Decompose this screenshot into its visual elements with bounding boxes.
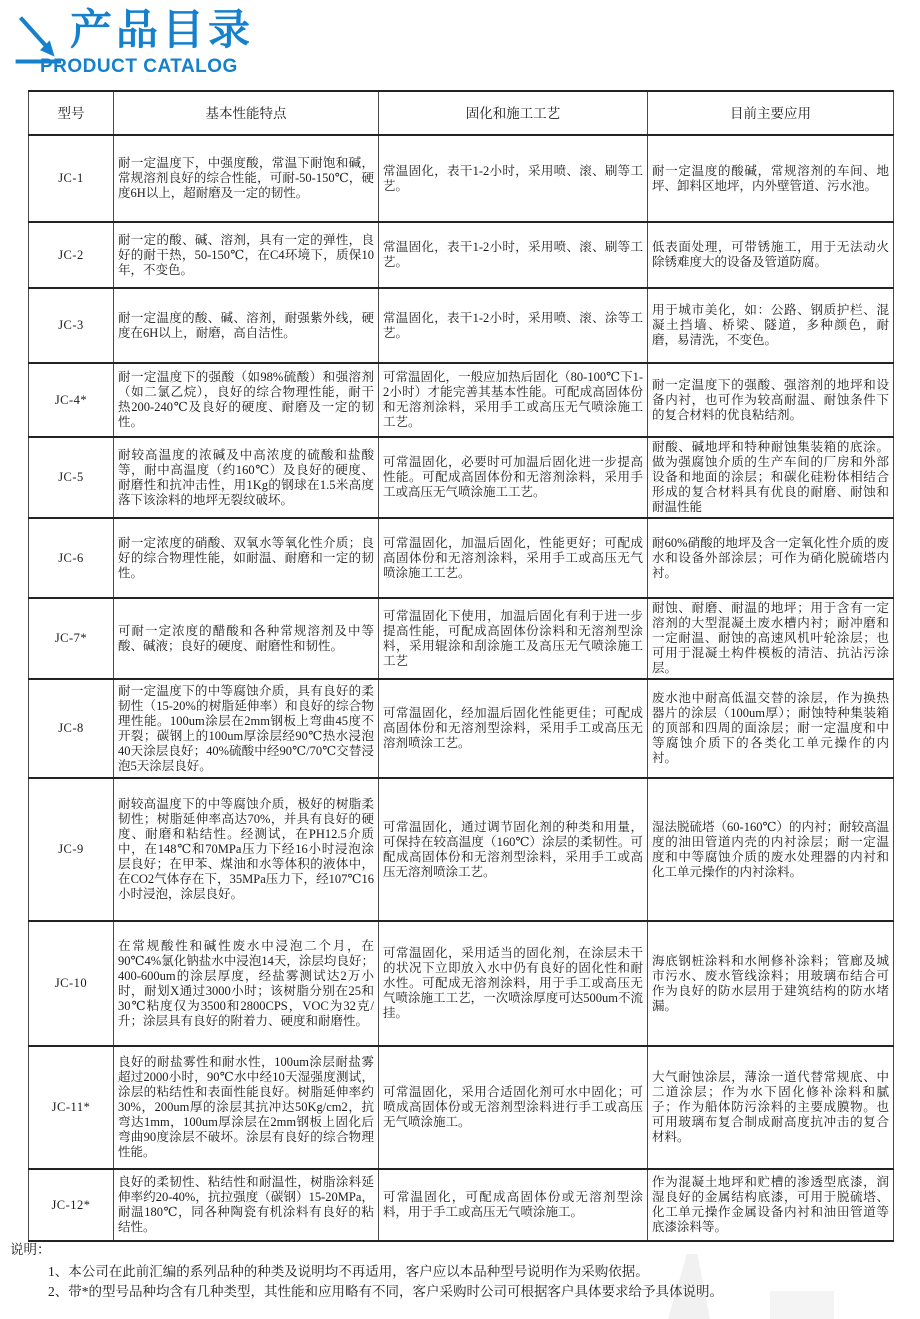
applications-cell: 作为混凝土地坪和贮槽的渗透型底漆，润湿良好的金属结构底漆，可用于脱硫塔、化工单元操作金属设备内衬和油田管道等底漆涂料等。 (648, 1169, 894, 1241)
table-header-row (29, 91, 894, 135)
column-header-applications: 目前主要应用 (648, 91, 894, 135)
features-cell: 耐一定温度下的强酸（如98%硫酸）和强溶剂（如二氯乙烷），良好的综合物理性能，耐干热200-240℃及良好的硬度、耐磨及一定的韧性。 (114, 363, 379, 437)
table-row (29, 598, 894, 679)
process-cell: 可常温固化，采用适当的固化剂，在涂层未干的状况下立即放入水中仍有良好的固化性和耐水性。可配成无溶剂涂料，用于手工或高压无气喷涂施工工艺，一次喷涂厚度可达500um不流挂。 (379, 921, 648, 1046)
table-row (29, 288, 894, 363)
column-header-process: 固化和施工工艺 (379, 91, 648, 135)
page-title: 产品目录 (70, 8, 255, 54)
applications-cell: 耐蚀、耐磨、耐温的地坪；用于含有一定溶剂的大型混凝土废水槽内衬；耐冲磨和一定耐温、耐蚀的高速风机叶轮涂层；也可用于混凝土构件模板的清洁、抗沾污涂层。 (648, 598, 894, 679)
features-cell: 耐一定温度下的中等腐蚀介质，具有良好的柔韧性（15-20%的树脂延伸率）和良好的综合物理性能。100um涂层在2mm钢板上弯曲45度不开裂；碳钢上的100um厚涂层经90℃热水浸泡40天涂层良好；40%硫酸中经90℃/70℃交替浸泡5天涂层良好。 (114, 679, 379, 778)
model-cell: JC-3 (29, 288, 114, 363)
features-cell: 可耐一定浓度的醋酸和各种常规溶剂及中等酸、碱液；良好的硬度、耐磨性和韧性。 (114, 598, 379, 679)
features-cell: 耐较高温度下的中等腐蚀介质，极好的树脂柔韧性；树脂延伸率高达70%，并具有良好的硬度、耐磨和粘结性。经测试，在PH12.5介质中，在148℃和70MPa压力下经16小时浸泡涂层良好；在甲苯、煤油和水等体积的液体中，在CO2气体存在下，35MPa压力下，经107℃16小时浸泡，涂层良好。 (114, 778, 379, 921)
features-cell: 良好的耐盐雾性和耐水性，100um涂层耐盐雾超过2000小时，90℃水中经10天湿强度测试，涂层的粘结性和表面性能良好。树脂延伸率约30%，200um厚的涂层其抗冲达50Kg/cm2，抗弯达1mm，100um厚涂层在2mm钢板上固化后弯曲90度涂层不破坏。涂层有良好的综合物理性能。 (114, 1046, 379, 1169)
model-cell: JC-12* (29, 1169, 114, 1241)
model-cell: JC-7* (29, 598, 114, 679)
table-row (29, 363, 894, 437)
table-row (29, 222, 894, 288)
notes-title: 说明： (10, 1242, 51, 1257)
model-cell: JC-8 (29, 679, 114, 778)
features-cell: 耐较高温度的浓碱及中高浓度的硫酸和盐酸等，耐中高温度（约160℃）及良好的硬度、耐磨性和抗冲击性，用1Kg的钢球在1.5米高度落下该涂料的地坪无裂纹破坏。 (114, 437, 379, 518)
title-block (40, 8, 255, 78)
process-cell: 常温固化，表干1-2小时，采用喷、滚、涂等工艺。 (379, 288, 648, 363)
column-header-model: 型号 (29, 91, 114, 135)
features-cell: 耐一定的酸、碱、溶剂，具有一定的弹性，良好的耐干热，50-150℃，在C4环境下，质保10年，不变色。 (114, 222, 379, 288)
applications-cell: 用于城市美化，如：公路、钢质护栏、混凝土挡墙、桥梁、隧道，多种颜色，耐磨，易清洗，不变色。 (648, 288, 894, 363)
applications-cell: 低表面处理，可带锈施工，用于无法动火除锈难度大的设备及管道防腐。 (648, 222, 894, 288)
features-cell: 耐一定温度的酸、碱、溶剂，耐强紫外线，硬度在6H以上，耐磨，高自洁性。 (114, 288, 379, 363)
table-row (29, 1169, 894, 1241)
notes-section (10, 1240, 890, 1302)
applications-cell: 大气耐蚀涂层，薄涂一道代替常规底、中二道涂层；作为水下固化修补涂料和腻子；作为船体防污涂料的主要成膜物。也可用玻璃布复合制成耐高度抗冲击的复合材料。 (648, 1046, 894, 1169)
note-item: 1、本公司在此前汇编的系列品种的种类及说明均不再适用，客户应以本品种型号说明作为采购依据。 (48, 1264, 649, 1279)
process-cell: 可常温固化，可配成高固体份或无溶剂型涂料，用于手工或高压无气喷涂施工。 (379, 1169, 648, 1241)
table-row (29, 437, 894, 518)
applications-cell: 耐60%硝酸的地坪及含一定氧化性介质的废水和设备外部涂层；可作为硝化脱硫塔内衬。 (648, 518, 894, 598)
model-cell: JC-5 (29, 437, 114, 518)
model-cell: JC-6 (29, 518, 114, 598)
process-cell: 可常温固化，通过调节固化剂的种类和用量，可保持在较高温度（160℃）涂层的柔韧性。可配成高固体份和无溶剂型涂料，采用手工或高压无溶剂喷涂工艺。 (379, 778, 648, 921)
applications-cell: 废水池中耐高低温交替的涂层，作为换热器片的涂层（100um厚）；耐蚀特种集装箱的顶部和四周的面涂层；耐一定温度和中等腐蚀介质下的各类化工单元操作的内衬。 (648, 679, 894, 778)
model-cell: JC-2 (29, 222, 114, 288)
process-cell: 可常温固化，经加温后固化性能更佳；可配成高固体份和无溶剂型涂料，采用手工或高压无溶剂喷涂工艺。 (379, 679, 648, 778)
features-cell: 良好的柔韧性、粘结性和耐温性，树脂涂料延伸率约20-40%，抗拉强度（碳钢）15-20MPa，耐温180℃，同各种陶瓷有机涂料有良好的粘结性。 (114, 1169, 379, 1241)
model-cell: JC-9 (29, 778, 114, 921)
features-cell: 耐一定浓度的硝酸、双氧水等氧化性介质；良好的综合物理性能，如耐温、耐磨和一定的韧性。 (114, 518, 379, 598)
table-row (29, 921, 894, 1046)
note-item: 2、带*的型号品种均含有几种类型，其性能和应用略有不同，客户采购时公司可根据客户具体要求给予具体说明。 (48, 1284, 723, 1299)
scan-artifact (770, 1291, 834, 1319)
applications-cell: 海底钢桩涂料和水闸修补涂料；管廊及城市污水、废水管线涂料；用玻璃布结合可作为良好的防水层用于建筑结构的防水堵漏。 (648, 921, 894, 1046)
page-subtitle: PRODUCT CATALOG (40, 56, 238, 77)
model-cell: JC-1 (29, 135, 114, 222)
process-cell: 可常温固化，加温后固化，性能更好；可配成高固体份和无溶剂涂料，采用手工或高压无气喷涂施工工艺。 (379, 518, 648, 598)
column-header-features: 基本性能特点 (114, 91, 379, 135)
applications-cell: 耐一定温度的酸碱，常规溶剂的车间、地坪、卸料区地坪，内外壁管道、污水池。 (648, 135, 894, 222)
model-cell: JC-11* (29, 1046, 114, 1169)
process-cell: 可常温固化下使用，加温后固化有利于进一步提高性能，可配成高固体份涂料和无溶剂型涂料，采用辊涂和刮涂施工及高压无气喷涂施工工艺 (379, 598, 648, 679)
table-row (29, 135, 894, 222)
features-cell: 在常规酸性和碱性废水中浸泡二个月，在90℃4%氯化钠盐水中浸泡14天，涂层均良好；400-600um的涂层厚度，经盐雾测试达2万小时，耐划X通过3000小时；该树脂分别在25和30℃粘度仅为3500和2800CPS，VOC为32克/升；涂层具有良好的附着力、硬度和耐磨性。 (114, 921, 379, 1046)
product-table (28, 90, 894, 1242)
applications-cell: 耐酸、碱地坪和特种耐蚀集装箱的底涂。做为强腐蚀介质的生产车间的厂房和外部设备和地面的涂层；和碳化硅粉体相结合形成的复合材料具有优良的耐磨、耐蚀和耐温性能 (648, 437, 894, 518)
process-cell: 常温固化，表干1-2小时，采用喷、滚、刷等工艺。 (379, 222, 648, 288)
table-row (29, 778, 894, 921)
table-row (29, 679, 894, 778)
features-cell: 耐一定温度下，中强度酸，常温下耐饱和碱，常规溶剂良好的综合性能，可耐-50-150℃，硬度6H以上，超耐磨及一定的韧性。 (114, 135, 379, 222)
table-row (29, 1046, 894, 1169)
applications-cell: 耐一定温度下的强酸、强溶剂的地坪和设备内衬，也可作为较高耐温、耐蚀条件下的复合材料的优良粘结剂。 (648, 363, 894, 437)
table-row (29, 518, 894, 598)
applications-cell: 湿法脱硫塔（60-160℃）的内衬；耐较高温度的油田管道内壳的内衬涂层；耐一定温度和中等腐蚀介质的废水处理器的内衬和化工单元操作的内衬涂料。 (648, 778, 894, 921)
process-cell: 可常温固化，一般应加热后固化（80-100℃下1-2小时）才能完善其基本性能。可配成高固体份和无溶剂涂料，采用手工或高压无气喷涂施工工艺。 (379, 363, 648, 437)
page-header (14, 8, 254, 78)
process-cell: 可常温固化，采用合适固化剂可水中固化；可喷成高固体份或无溶剂型涂料进行手工或高压无气喷涂施工。 (379, 1046, 648, 1169)
process-cell: 可常温固化，必要时可加温后固化进一步提高性能。可配成高固体份和无溶剂涂料，采用手工或高压无气喷涂施工工艺。 (379, 437, 648, 518)
model-cell: JC-4* (29, 363, 114, 437)
process-cell: 常温固化，表干1-2小时，采用喷、滚、刷等工艺。 (379, 135, 648, 222)
model-cell: JC-10 (29, 921, 114, 1046)
